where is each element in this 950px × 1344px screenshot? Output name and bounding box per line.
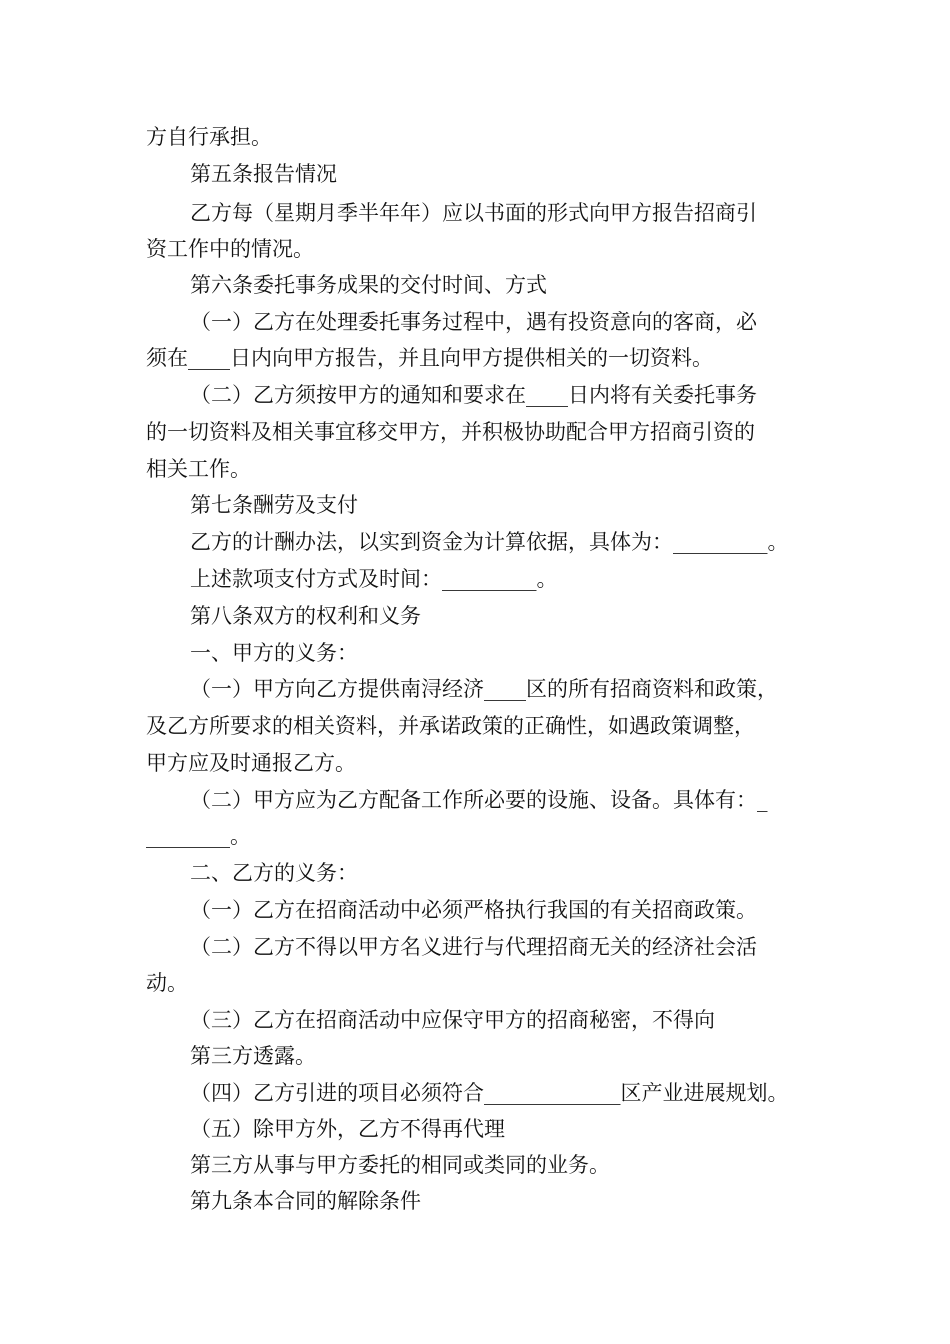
text-line: 第三方透露。 <box>190 1044 316 1068</box>
article-heading: 第六条委托事务成果的交付时间、方式 <box>190 273 547 297</box>
text-line: （一）乙方在处理委托事务过程中，遇有投资意向的客商，必 <box>190 310 757 334</box>
text-line: 乙方每（星期月季半年年）应以书面的形式向甲方报告招商引 <box>190 201 757 225</box>
text-line: （三）乙方在招商活动中应保守甲方的招商秘密，不得向 <box>190 1008 715 1032</box>
text-line: （二）乙方不得以甲方名义进行与代理招商无关的经济社会活 <box>190 935 757 959</box>
text-line: 动。 <box>146 971 188 995</box>
text-line: 的一切资料及相关事宜移交甲方，并积极协助配合甲方招商引资的 <box>146 420 755 444</box>
text-line: 资工作中的情况。 <box>146 237 314 261</box>
text-line: （一）甲方向乙方提供南浔经济____区的所有招商资料和政策， <box>190 677 778 701</box>
text-line: （一）乙方在招商活动中必须严格执行我国的有关招商政策。 <box>190 898 757 922</box>
text-line: 乙方的计酬办法，以实到资金为计算依据，具体为：_________。 <box>190 530 789 554</box>
text-line: 相关工作。 <box>146 457 251 481</box>
article-heading: 第五条报告情况 <box>190 162 337 186</box>
text-line: 须在____日内向甲方报告，并且向甲方提供相关的一切资料。 <box>146 346 713 370</box>
text-line: （二）乙方须按甲方的通知和要求在____日内将有关委托事务 <box>190 383 757 407</box>
article-heading: 第七条酬劳及支付 <box>190 493 358 517</box>
text-line: （四）乙方引进的项目必须符合_____________区产业进展规划。 <box>190 1081 789 1105</box>
section-heading: 一、甲方的义务： <box>190 641 358 665</box>
text-line: （二）甲方应为乙方配备工作所必要的设施、设备。具体有：_ <box>190 788 768 812</box>
text-line: 第三方从事与甲方委托的相同或类同的业务。 <box>190 1153 610 1177</box>
text-line: 上述款项支付方式及时间：_________。 <box>190 567 558 591</box>
text-line: ________。 <box>146 824 251 848</box>
text-line: 及乙方所要求的相关资料，并承诺政策的正确性，如遇政策调整， <box>146 714 755 738</box>
section-heading: 二、乙方的义务： <box>190 861 358 885</box>
text-line: 方自行承担。 <box>146 125 272 149</box>
text-line: 甲方应及时通报乙方。 <box>146 751 356 775</box>
article-heading: 第九条本合同的解除条件 <box>190 1189 421 1213</box>
text-line: （五）除甲方外，乙方不得再代理 <box>190 1117 505 1141</box>
article-heading: 第八条双方的权利和义务 <box>190 604 421 628</box>
